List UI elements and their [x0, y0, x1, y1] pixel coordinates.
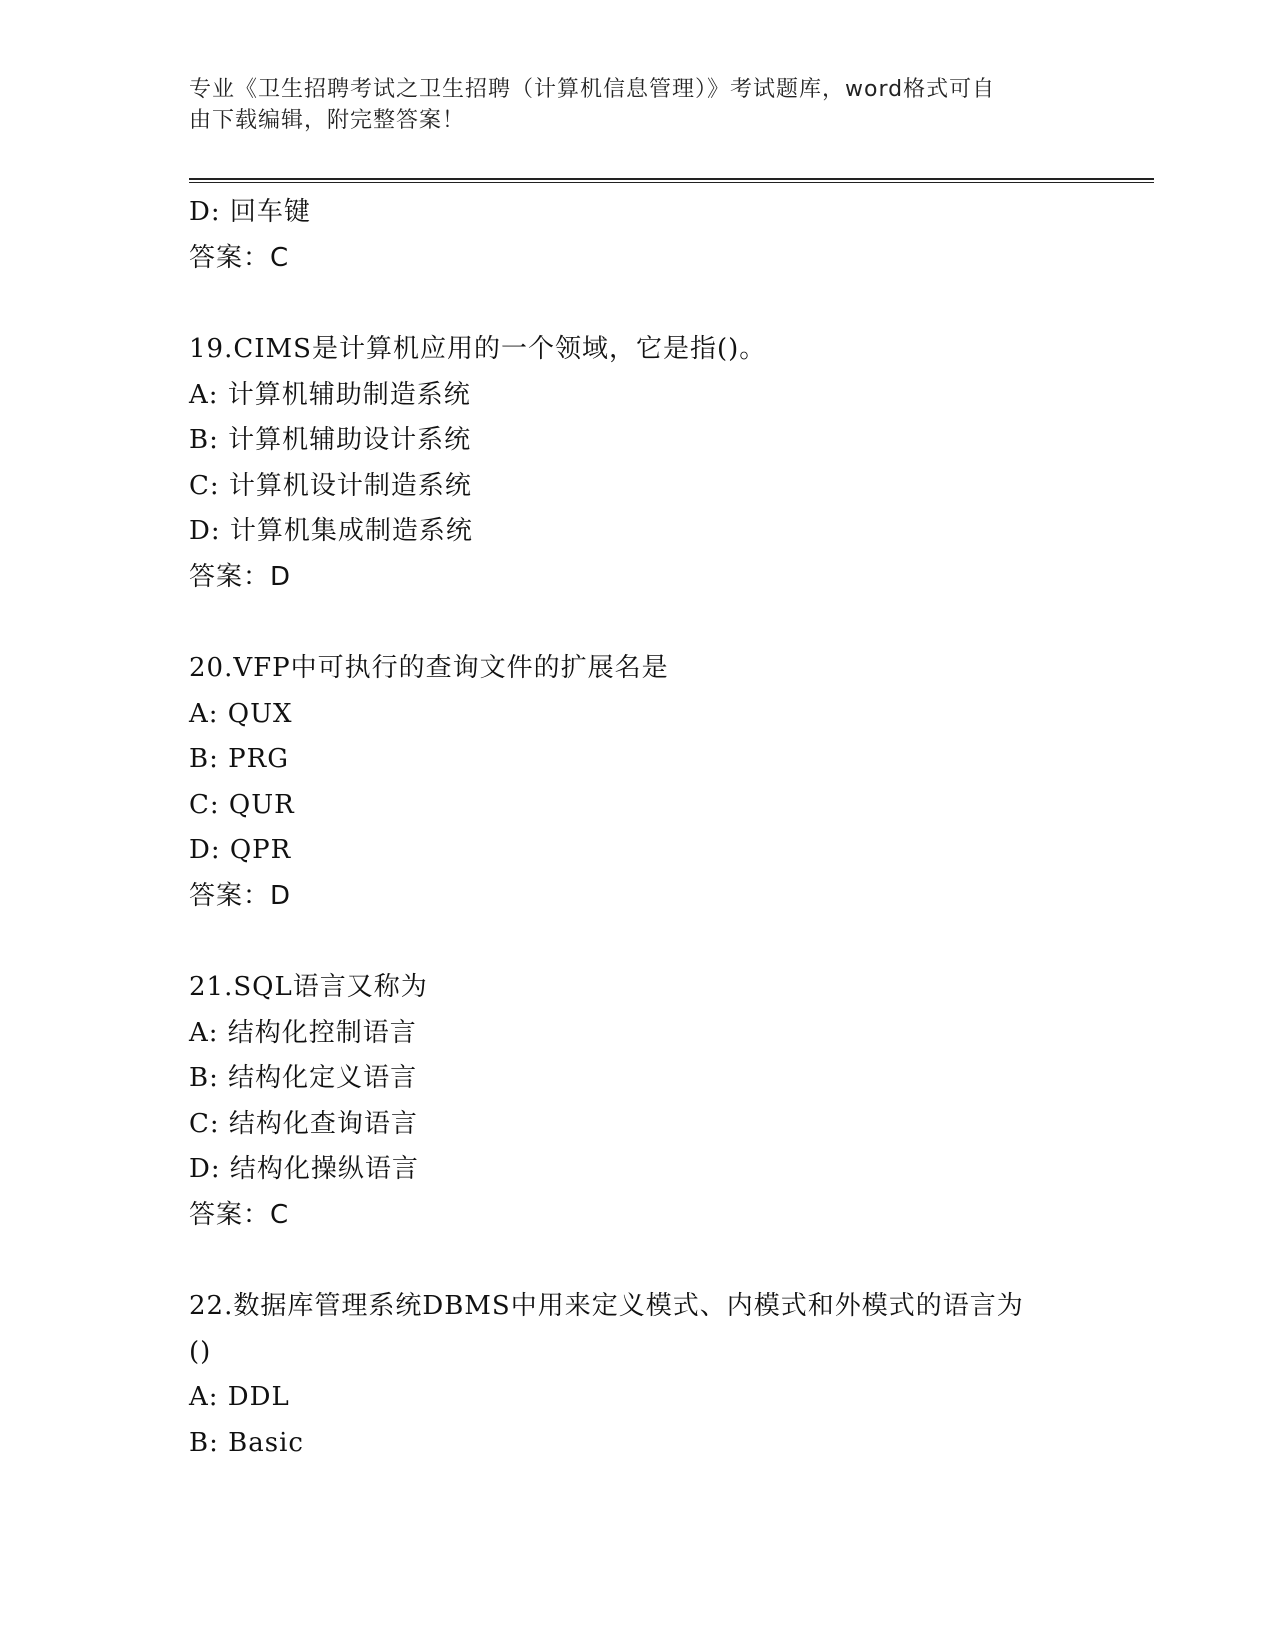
answer-line: 答案：C: [189, 1199, 290, 1230]
header-line-1: 专业《卫生招聘考试之卫生招聘（计算机信息管理）》考试题库，word格式可自: [189, 77, 996, 102]
header-line-2: 由下载编辑，附完整答案！: [189, 108, 466, 133]
option-b: B: Basic: [189, 1427, 304, 1458]
question-stem-22-continued: (): [189, 1336, 212, 1367]
option-a: A: DDL: [189, 1382, 290, 1412]
spacer: [189, 919, 1109, 965]
option-b: B: PRG: [189, 744, 289, 774]
option-d: D: 结构化操纵语言: [189, 1154, 419, 1184]
option-c: C: 计算机设计制造系统: [189, 470, 472, 501]
document-header: [189, 74, 1069, 136]
answer-line: 答案：D: [189, 880, 292, 911]
spacer: [189, 600, 1109, 646]
spacer: [189, 281, 1109, 327]
option-c: C: 结构化查询语言: [189, 1108, 418, 1139]
option-d: D: QPR: [189, 835, 292, 865]
spacer: [189, 1238, 1109, 1284]
option-a: A: QUX: [189, 698, 293, 729]
option-c: C: QUR: [189, 789, 295, 820]
answer-line: 答案：D: [189, 561, 292, 592]
question-stem-21: 21.SQL语言又称为: [189, 972, 428, 1002]
option-a: A: 计算机辅助制造系统: [189, 379, 471, 410]
option-a: A: 结构化控制语言: [189, 1017, 417, 1048]
option-d: D: 回车键: [189, 197, 311, 227]
answer-line: 答案：C: [189, 242, 290, 273]
question-stem-22: 22.数据库管理系统DBMS中用来定义模式、内模式和外模式的语言为: [189, 1291, 1024, 1321]
option-b: B: 结构化定义语言: [189, 1063, 418, 1093]
question-stem-19: 19.CIMS是计算机应用的一个领域，它是指()。: [189, 334, 767, 364]
option-d: D: 计算机集成制造系统: [189, 516, 473, 546]
option-b: B: 计算机辅助设计系统: [189, 425, 472, 455]
question-stem-20: 20.VFP中可执行的查询文件的扩展名是: [189, 653, 669, 683]
header-divider: [189, 178, 1154, 183]
question-list: [189, 190, 1109, 1466]
